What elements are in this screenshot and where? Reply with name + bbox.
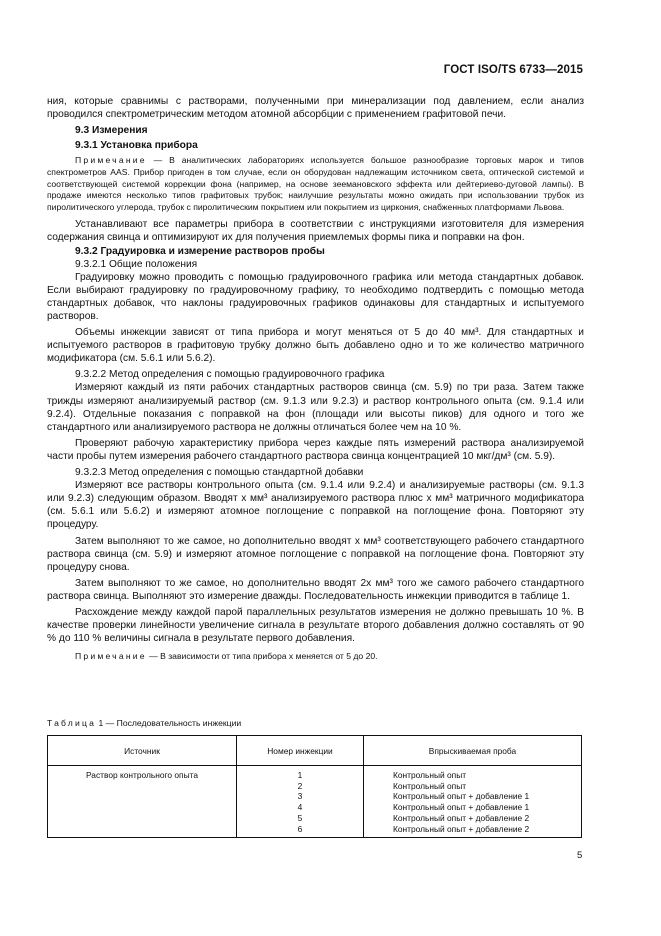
paragraph-measure: Измеряют каждый из пяти рабочих стандартных растворов свинца (см. 5.9) по три раза. Затем также трижды измеряют анализируемый раствор (см. 9.1.3 или 9.2.3) и раствор контрольного опыта (см. 9.1.4 или 9.2.4). Отдельные показания с поправкой на фон (площади или высоты пиков) для одного и того же стандартного или анализируемого раствора не должны отличаться более чем на 10 %. <box>47 382 584 433</box>
table-caption-text: 1 — Последовательность инжекции <box>98 718 242 728</box>
source-cell: Раствор контрольного опыта <box>48 766 237 838</box>
injection-sequence-table <box>47 735 582 838</box>
document-id-header: ГОСТ ISO/TS 6733—2015 <box>443 64 583 76</box>
column-header-source: Источник <box>48 736 237 766</box>
injection-number-cell <box>237 766 364 838</box>
paragraph-continuation: ния, которые сравнимы с растворами, полученными при минерализации под давлением, если анализ проводился спектрометрическим методом атомной абсорбции с применением графитовой печи. <box>47 96 584 121</box>
table-header-row <box>48 736 582 766</box>
paragraph-check: Проверяют рабочую характеристику прибора через каждые пять измерений раствора анализируемой части пробы путем измерения рабочего стандартного раствора свинца концентрацией 10 мкг/дм³ (см. 5.9). <box>47 437 584 462</box>
injection-number: 3 <box>297 791 303 802</box>
heading-9-3-1: 9.3.1 Установка прибора <box>75 140 198 152</box>
paragraph-calibration: Градуировку можно проводить с помощью градуировочного графика или метода стандартных добавок. Если выбирают градуировку по градуировочному графику, то необходимо подтвердить с помощью метода стандартных добавок, что наклоны градуировочных графиков одинаковы для стандартных и испытуемого растворов. <box>47 271 584 322</box>
heading-9-3-2-1: 9.3.2.1 Общие положения <box>75 258 198 270</box>
heading-9-3-2-3: 9.3.2.3 Метод определения с помощью стандартной добавки <box>75 467 364 479</box>
page-number: 5 <box>577 850 583 861</box>
table-caption <box>47 718 241 728</box>
injected-sample: Контрольный опыт + добавление 2 <box>393 812 530 823</box>
table-caption-label: Таблица <box>47 718 97 728</box>
note-2 <box>47 651 584 663</box>
paragraph-volumes: Объемы инжекции зависят от типа прибора и могут меняться от 5 до 40 мм³. Для стандартных и испытуемого растворов в графитовую трубку должно быть добавлено одно и то же количество матричного модификатора (см. 5.6.1 или 5.6.2). <box>47 327 584 365</box>
note-1-label: Примечание <box>75 155 147 166</box>
column-header-sample: Впрыскиваемая проба <box>364 736 582 766</box>
injected-sample-cell <box>364 766 582 838</box>
paragraph-standard-1: Измеряют все растворы контрольного опыта (см. 9.1.4 или 9.2.4) и анализируемые растворы (см. 9.1.3 или 9.2.3) следующим образом. Вводят x мм³ анализируемого раствора плюс x мм³ матричного модификатора (см. 5.6.1 или 5.6.2) и измеряют атомное поглощение с поправкой на поглощение фона. Повторяют эту процедуру. <box>47 480 584 531</box>
injected-sample: Контрольный опыт + добавление 1 <box>393 791 530 802</box>
injected-sample: Контрольный опыт <box>393 780 467 791</box>
heading-9-3-2: 9.3.2 Градуировка и измерение растворов пробы <box>75 245 325 257</box>
note-2-label: Примечание <box>75 651 147 662</box>
note-1-text: — В аналитических лабораториях используется большое разнообразие торговых марок и типов спектрометров AAS. Прибор пригоден в том случае, если он оборудован надлежащим источником света, оптической системой и соответствующей системой коррекции фона (например, на основе зеемановского эффекта или дейтериево-дуговой лампы). В продаже имеются несколько типов графитовых трубок; наилучшие результаты можно ожидать при использовании трубок из пиролитического углерода, трубок с пиролитическим покрытием или покрытием из циркония, снабженных платформами Львова. <box>47 155 585 212</box>
injection-number: 6 <box>297 823 303 834</box>
injection-number: 1 <box>297 770 303 780</box>
table-row <box>48 766 582 838</box>
note-1 <box>47 155 584 213</box>
injection-number: 2 <box>297 780 303 791</box>
paragraph-standard-2: Затем выполняют то же самое, но дополнительно вводят x мм³ соответствующего рабочего стандартного раствора свинца (см. 5.9) и измеряют атомное поглощение с поправкой на поглощение фона. Повторяют эту процедуру снова. <box>47 535 584 573</box>
injected-sample: Контрольный опыт <box>393 770 467 780</box>
heading-9-3-2-2: 9.3.2.2 Метод определения с помощью градуировочного графика <box>75 369 385 381</box>
paragraph-install: Устанавливают все параметры прибора в соответствии с инструкциями изготовителя для измерения содержания свинца и оптимизируют их для получения приемлемых формы пика и поправки на фон. <box>47 219 584 244</box>
note-2-text: — В зависимости от типа прибора x меняется от 5 до 20. <box>149 651 378 662</box>
paragraph-standard-3: Затем выполняют то же самое, но дополнительно вводят 2x мм³ того же самого рабочего стандартного раствора свинца. Выполняют это измерение дважды. Последовательность инжекции приводится в таблице 1. <box>47 577 584 602</box>
paragraph-standard-4: Расхождение между каждой парой параллельных результатов измерения не должно превышать 10 %. В качестве проверки линейности увеличение сигнала в результате второго добавления должно составлять от 90 % до 110 % величины сигнала в результате первого добавления. <box>47 606 584 645</box>
injection-number: 4 <box>297 802 303 813</box>
injection-number: 5 <box>297 812 303 823</box>
column-header-injection-number: Номер инжекции <box>237 736 364 766</box>
injected-sample: Контрольный опыт + добавление 1 <box>393 802 530 813</box>
injected-sample: Контрольный опыт + добавление 2 <box>393 823 530 834</box>
heading-9-3: 9.3 Измерения <box>75 125 148 137</box>
body-text <box>47 95 584 668</box>
